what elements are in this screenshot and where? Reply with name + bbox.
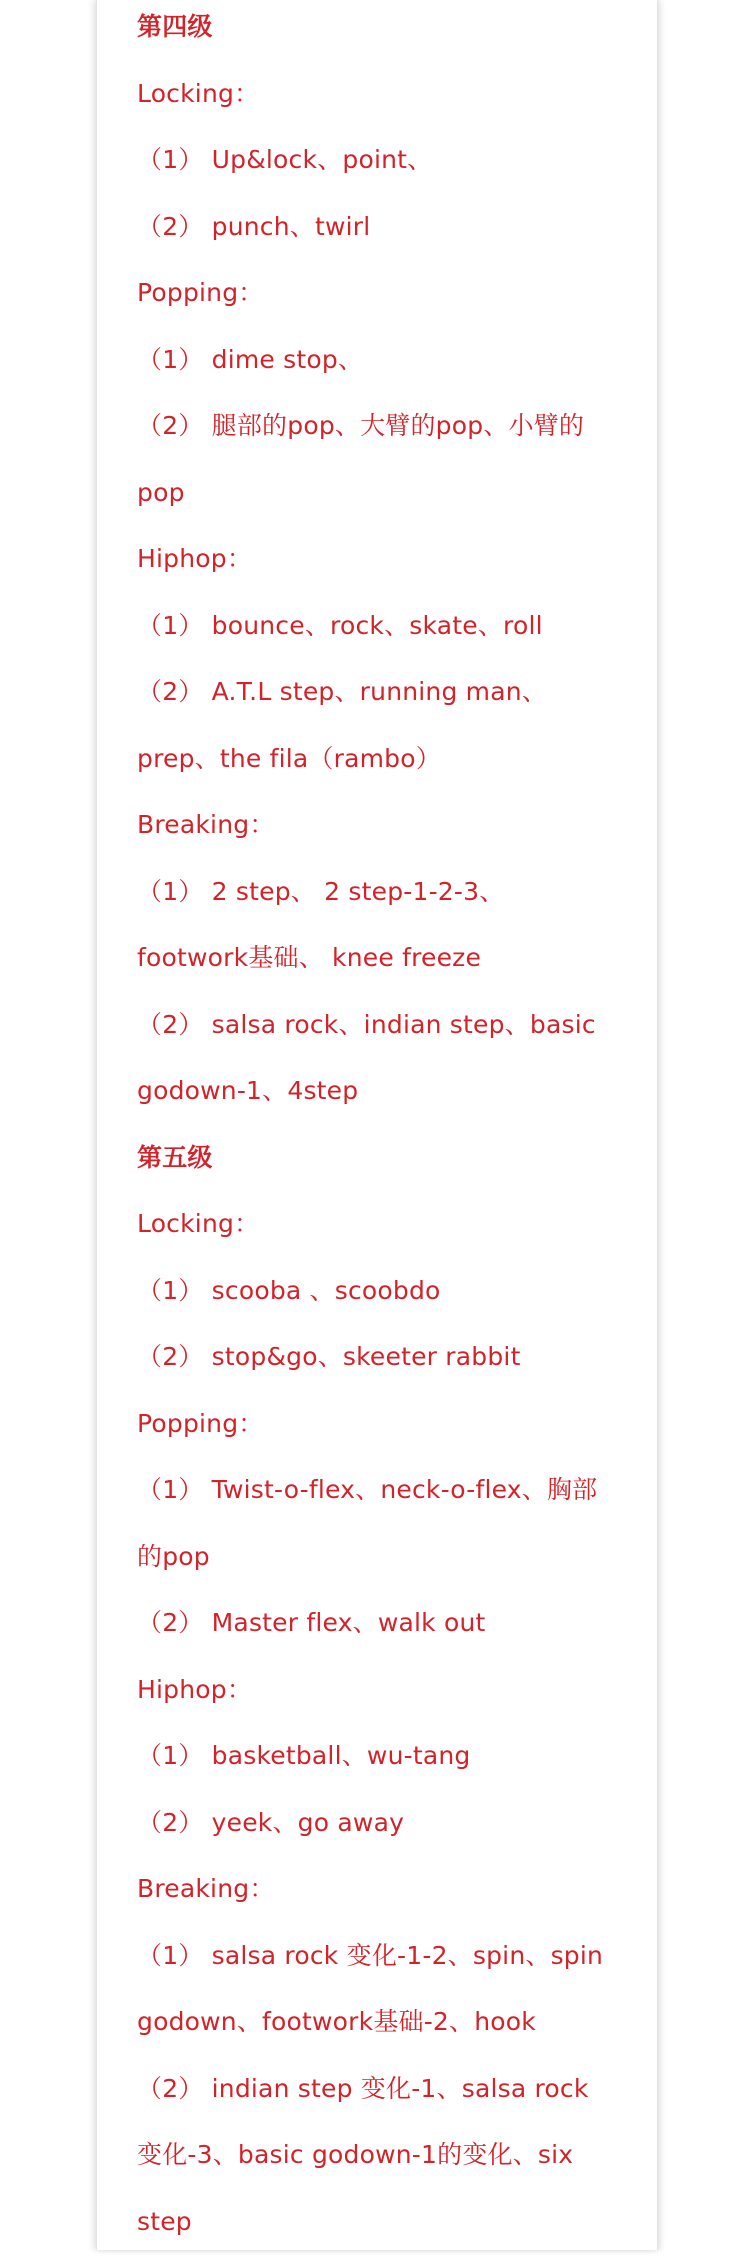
text-line: （1） salsa rock 变化-1-2、spin、spin: [137, 1929, 637, 1996]
text-line: （1） Up&lock、point、: [137, 133, 637, 200]
level-heading: 第四级: [137, 0, 637, 67]
text-line: （2） punch、twirl: [137, 200, 637, 267]
text-line: （1） scooba 、scoobdo: [137, 1264, 637, 1331]
text-line: Breaking：: [137, 798, 637, 865]
text-line: godown、footwork基础-2、hook: [137, 1995, 637, 2062]
text-line: 变化-3、basic godown-1的变化、six: [137, 2128, 637, 2195]
text-line: 的pop: [137, 1530, 637, 1597]
text-line: godown-1、4step: [137, 1064, 637, 1131]
text-line: Popping：: [137, 1397, 637, 1464]
text-line: （1） 2 step、 2 step-1-2-3、: [137, 865, 637, 932]
text-line: （1） Twist-o-flex、neck-o-flex、胸部: [137, 1463, 637, 1530]
text-line: Hiphop：: [137, 1663, 637, 1730]
text-line: （2） salsa rock、indian step、basic: [137, 998, 637, 1065]
text-line: Hiphop：: [137, 532, 637, 599]
text-line: （2） Master flex、walk out: [137, 1596, 637, 1663]
text-line: Breaking：: [137, 1862, 637, 1929]
text-line: prep、the fila（rambo）: [137, 732, 637, 799]
article-content: [137, 0, 637, 2261]
article-page: [96, 0, 658, 2250]
text-line: （2） indian step 变化-1、salsa rock: [137, 2062, 637, 2129]
text-line: pop: [137, 466, 637, 533]
text-line: （1） bounce、rock、skate、roll: [137, 599, 637, 666]
text-line: （2） 腿部的pop、大臂的pop、小臂的: [137, 399, 637, 466]
text-line: （2） A.T.L step、running man、: [137, 665, 637, 732]
text-line: Locking：: [137, 1197, 637, 1264]
text-line: footwork基础、 knee freeze: [137, 931, 637, 998]
text-line: （1） dime stop、: [137, 333, 637, 400]
text-line: step: [137, 2195, 637, 2261]
text-line: Popping：: [137, 266, 637, 333]
text-line: （2） yeek、go away: [137, 1796, 637, 1863]
level-heading: 第五级: [137, 1131, 637, 1198]
text-line: Locking：: [137, 67, 637, 134]
text-line: （2） stop&go、skeeter rabbit: [137, 1330, 637, 1397]
text-line: （1） basketball、wu-tang: [137, 1729, 637, 1796]
